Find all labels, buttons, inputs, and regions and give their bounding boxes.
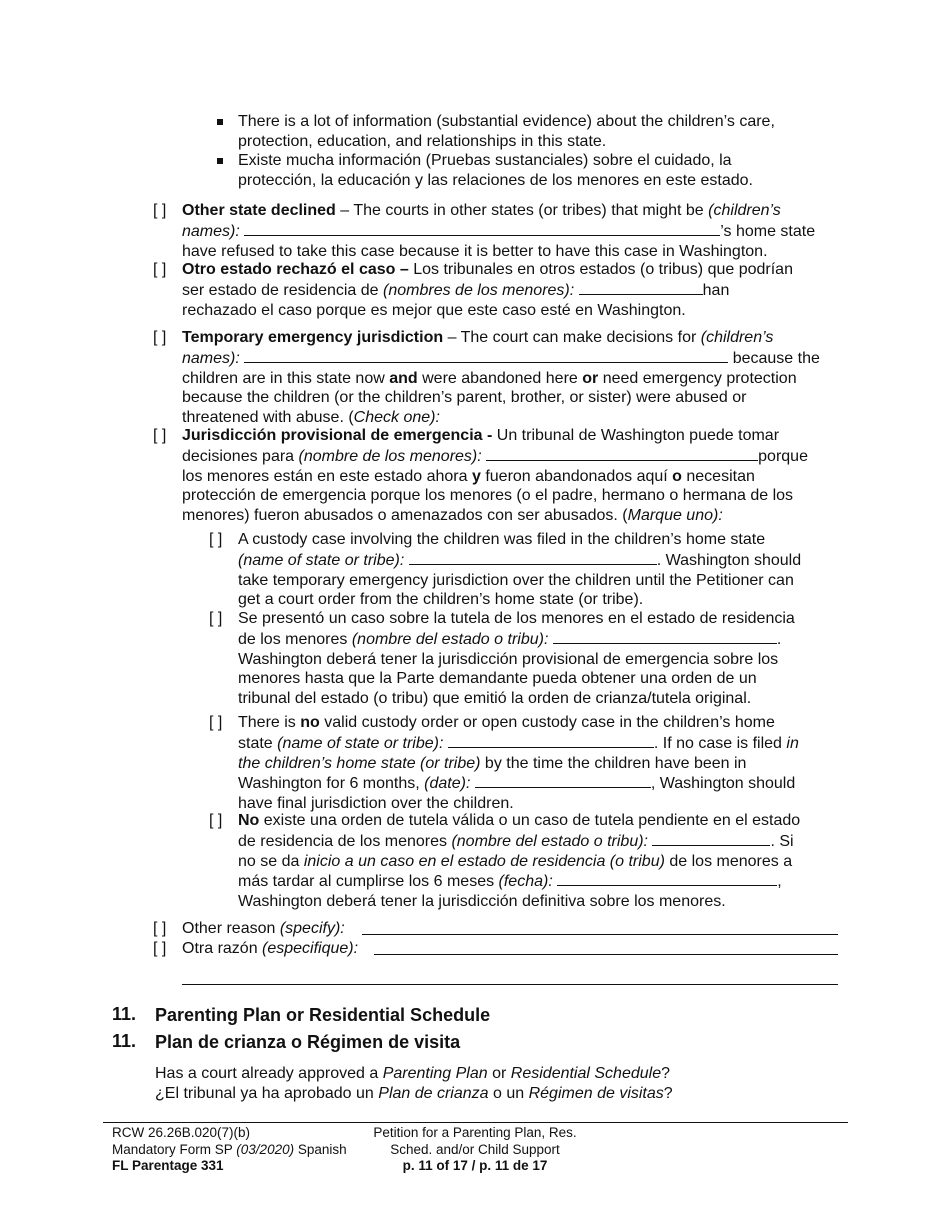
opt1-es: Se presentó un caso sobre la tutela de los menores en el estado de residencia de los menores (nombre del estado o tribu): . Washington deberá tener la jurisdicción provisional de emergencia sobre los menores hasta que la Parte demandante pueda obtener una orden de un tribunal del estado (o tribu) que emitió la orden de crianza/tutela original.	[238, 610, 795, 708]
estado-tribu-field-1[interactable]	[553, 629, 777, 644]
children-names-field[interactable]	[244, 221, 720, 236]
other-state-es: Otro estado rechazó el caso – Los tribunales en otros estados (o tribus) que podrían ser estado de residencia de (nombres de los menores): han rechazado el caso porque es mejor que este caso esté en Washington.	[182, 261, 793, 319]
checkbox-temp-es[interactable]: [ ]	[153, 427, 167, 444]
fecha-field[interactable]	[557, 871, 777, 886]
checkbox-temp-en[interactable]: [ ]	[153, 329, 167, 346]
opt2-es: No existe una orden de tutela válida o un caso de tutela pendiente en el estado de residencia de los menores (nombre del estado o tribu): . Si no se da inicio a un caso en el estado de residencia (o tribu) de los menores a más tardar al cumplirse los 6 meses (fecha): , Washington deberá tener la jurisdicción definitiva sobre los menores.	[238, 812, 801, 911]
other-reason-field[interactable]	[362, 934, 838, 935]
bullet-text-es: Existe mucha información (Pruebas sustanciales) sobre el cuidado, la protección, la educación y las relaciones de los menores en este estado.	[238, 152, 753, 189]
nombres-menores-field[interactable]	[579, 280, 703, 295]
section-title-en: Parenting Plan or Residential Schedule	[155, 1005, 491, 1025]
estado-tribu-field-2[interactable]	[652, 831, 770, 846]
question-es: ¿El tribunal ya ha aprobado un Plan de crianza o un Régimen de visitas?	[155, 1085, 673, 1102]
opt2-en: There is no valid custody order or open custody case in the children’s home state (name of state or tribe): . If no case is filed in the children’s home state (or tribe) by the time the children have been in Washington for 6 months, (date): , Washington should have final jurisdiction over the children.	[238, 714, 799, 813]
opt1-en: A custody case involving the children was filed in the children’s home state (name of state or tribe): . Washington should take temporary emergency jurisdiction over the children until the Petitioner can get a court order from the children’s home state (or tribe).	[238, 531, 802, 609]
state-tribe-field-2[interactable]	[448, 733, 654, 748]
checkbox-other-reason-en[interactable]: [ ]	[153, 920, 167, 937]
checkbox-other-reason-es[interactable]: [ ]	[153, 940, 167, 957]
additional-line-field[interactable]	[182, 984, 838, 985]
checkbox-opt1-en[interactable]: [ ]	[209, 531, 223, 548]
checkbox-other-state-es[interactable]: [ ]	[153, 261, 167, 278]
temp-emergency-en: Temporary emergency jurisdiction – The court can make decisions for (children’s names): because the children are in this state now and were abandoned here or need emergency protection because the children (or the children’s parent, brother, or sister) were abused or threatened with abuse. (Check one):	[182, 329, 820, 427]
date-field[interactable]	[475, 773, 651, 788]
footer-divider	[103, 1122, 848, 1123]
section-number: 11.	[112, 1031, 137, 1051]
checkbox-opt1-es[interactable]: [ ]	[209, 610, 223, 627]
question-en: Has a court already approved a Parenting Plan or Residential Schedule?	[155, 1065, 671, 1082]
section-title-es: Plan de crianza o Régimen de visita	[155, 1032, 461, 1052]
other-reason-es: Otra razón (especifique):	[182, 940, 359, 957]
nombre-menores-field-2[interactable]	[486, 446, 758, 461]
bullet-text-en: There is a lot of information (substantial evidence) about the children’s care, protection, education, and relationships in this state.	[238, 113, 775, 150]
children-names-field-2[interactable]	[244, 348, 728, 363]
footer-center: Petition for a Parenting Plan, Res. Sched. and/or Child Support p. 11 of 17 / p. 11 de 17	[373, 1125, 577, 1173]
state-tribe-field-1[interactable]	[409, 550, 657, 565]
otra-razon-field[interactable]	[374, 954, 838, 955]
section-number: 11.	[112, 1004, 137, 1024]
checkbox-opt2-en[interactable]: [ ]	[209, 714, 223, 731]
checkbox-other-state-en[interactable]: [ ]	[153, 202, 167, 219]
other-reason-en: Other reason (specify):	[182, 920, 345, 937]
other-state-en: Other state declined – The courts in other states (or tribes) that might be (children’s names): ’s home state have refused to take this case because it is better to have this case in Washington.	[182, 202, 816, 260]
bullet-mark	[217, 119, 223, 125]
checkbox-opt2-es[interactable]: [ ]	[209, 812, 223, 829]
temp-emergency-es: Jurisdicción provisional de emergencia - Un tribunal de Washington puede tomar decisiones para (nombre de los menores): porque los menores están en este estado ahora y fueron abandonados aquí o necesitan protección de emergencia porque los menores (o el padre, hermano o hermana de los menores) fueron abusados o amenazados con ser abusados. (Marque uno):	[182, 427, 808, 525]
footer-left: RCW 26.26B.020(7)(b) Mandatory Form SP (03/2020) Spanish FL Parentage 331	[112, 1125, 347, 1173]
bullet-mark	[217, 158, 223, 164]
